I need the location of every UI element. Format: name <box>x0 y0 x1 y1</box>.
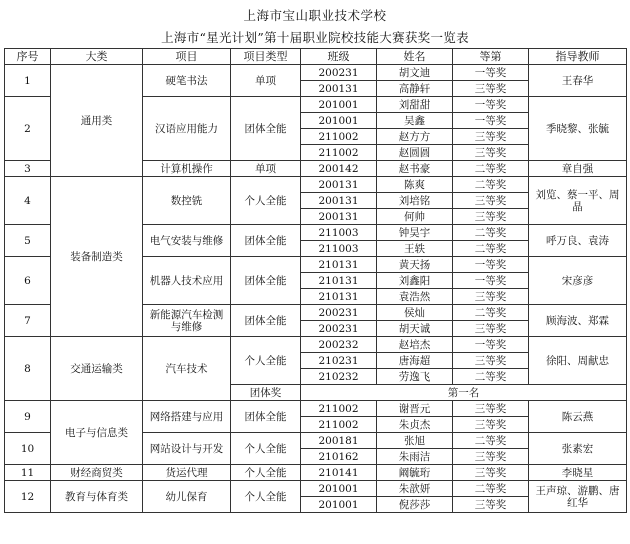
cell-student: 刘甜甜 <box>377 97 453 113</box>
cell-student: 王轶 <box>377 241 453 257</box>
cell-student: 黄天扬 <box>377 257 453 273</box>
cell-student: 刘培铭 <box>377 193 453 209</box>
table-row <box>5 337 627 353</box>
cell-class: 211002 <box>301 401 377 417</box>
cell-teacher: 张素宏 <box>529 433 627 465</box>
cell-class: 201001 <box>301 497 377 513</box>
cell-type: 团体全能 <box>231 257 301 305</box>
cell-student: 劳逸飞 <box>377 369 453 385</box>
cell-type: 团体奖 <box>231 385 301 401</box>
cell-class: 200232 <box>301 337 377 353</box>
cell-award: 三等奖 <box>453 465 529 481</box>
table-title: 上海市“星光计划”第十届职业院校技能大赛获奖一览表 <box>161 30 469 45</box>
cell-class: 200231 <box>301 321 377 337</box>
cell-team-award: 第一名 <box>301 385 627 401</box>
table-row <box>5 481 627 497</box>
cell-award: 二等奖 <box>453 161 529 177</box>
cell-type: 单项 <box>231 161 301 177</box>
cell-award: 三等奖 <box>453 145 529 161</box>
cell-class: 210231 <box>301 353 377 369</box>
cell-award: 三等奖 <box>453 209 529 225</box>
cell-teacher: 王声琼、游鹏、唐红华 <box>529 481 627 513</box>
col-header: 指导教师 <box>529 49 627 65</box>
cell-project: 汉语应用能力 <box>143 97 231 161</box>
cell-index: 9 <box>5 401 51 433</box>
cell-award: 三等奖 <box>453 401 529 417</box>
cell-student: 袁浩然 <box>377 289 453 305</box>
cell-index: 4 <box>5 177 51 225</box>
cell-teacher: 刘览、蔡一平、周晶 <box>529 177 627 225</box>
cell-award: 三等奖 <box>453 81 529 97</box>
cell-class: 211003 <box>301 241 377 257</box>
cell-class: 211002 <box>301 417 377 433</box>
cell-teacher: 徐阳、周献忠 <box>529 337 627 385</box>
cell-student: 陈爽 <box>377 177 453 193</box>
cell-class: 200142 <box>301 161 377 177</box>
cell-student: 刘鑫阳 <box>377 273 453 289</box>
cell-category: 通用类 <box>51 65 143 177</box>
cell-student: 赵培杰 <box>377 337 453 353</box>
col-header: 姓名 <box>377 49 453 65</box>
cell-project: 新能源汽车检测与维修 <box>143 305 231 337</box>
cell-student: 朱贞杰 <box>377 417 453 433</box>
cell-class: 210141 <box>301 465 377 481</box>
cell-award: 三等奖 <box>453 449 529 465</box>
cell-category: 教育与体育类 <box>51 481 143 513</box>
cell-class: 201001 <box>301 97 377 113</box>
cell-category: 装备制造类 <box>51 177 143 337</box>
cell-type: 个人全能 <box>231 433 301 465</box>
cell-award: 三等奖 <box>453 353 529 369</box>
cell-project: 硬笔书法 <box>143 65 231 97</box>
header-row <box>5 49 627 65</box>
cell-award: 一等奖 <box>453 337 529 353</box>
cell-award: 三等奖 <box>453 289 529 305</box>
cell-type: 个人全能 <box>231 337 301 385</box>
cell-class: 200131 <box>301 193 377 209</box>
cell-project: 电气安装与维修 <box>143 225 231 257</box>
cell-class: 210131 <box>301 289 377 305</box>
cell-category: 交通运输类 <box>51 337 143 401</box>
cell-index: 12 <box>5 481 51 513</box>
cell-award: 三等奖 <box>453 321 529 337</box>
cell-class: 211003 <box>301 225 377 241</box>
cell-award: 三等奖 <box>453 417 529 433</box>
cell-award: 二等奖 <box>453 433 529 449</box>
cell-type: 团体全能 <box>231 305 301 337</box>
cell-class: 200131 <box>301 209 377 225</box>
cell-student: 赵圆圆 <box>377 145 453 161</box>
cell-student: 胡文迪 <box>377 65 453 81</box>
cell-project: 网站设计与开发 <box>143 433 231 465</box>
cell-student: 朱歆妍 <box>377 481 453 497</box>
cell-class: 210131 <box>301 257 377 273</box>
cell-project: 汽车技术 <box>143 337 231 401</box>
cell-student: 赵书豪 <box>377 161 453 177</box>
cell-award: 二等奖 <box>453 369 529 385</box>
cell-index: 2 <box>5 97 51 161</box>
cell-award: 一等奖 <box>453 97 529 113</box>
cell-student: 阚毓珩 <box>377 465 453 481</box>
cell-index: 8 <box>5 337 51 401</box>
col-header: 序号 <box>5 49 51 65</box>
cell-type: 个人全能 <box>231 465 301 481</box>
cell-class: 201001 <box>301 481 377 497</box>
table-row <box>5 177 627 193</box>
cell-type: 单项 <box>231 65 301 97</box>
cell-award: 一等奖 <box>453 273 529 289</box>
cell-student: 唐海超 <box>377 353 453 369</box>
cell-category: 财经商贸类 <box>51 465 143 481</box>
cell-award: 二等奖 <box>453 481 529 497</box>
cell-index: 3 <box>5 161 51 177</box>
cell-award: 三等奖 <box>453 193 529 209</box>
cell-project: 网络搭建与应用 <box>143 401 231 433</box>
cell-type: 团体全能 <box>231 401 301 433</box>
cell-class: 210162 <box>301 449 377 465</box>
cell-award: 三等奖 <box>453 497 529 513</box>
cell-student: 高静轩 <box>377 81 453 97</box>
cell-award: 二等奖 <box>453 241 529 257</box>
cell-type: 个人全能 <box>231 177 301 225</box>
cell-student: 吴鑫 <box>377 113 453 129</box>
cell-award: 一等奖 <box>453 257 529 273</box>
awards-table <box>4 48 627 513</box>
col-header: 大类 <box>51 49 143 65</box>
cell-index: 11 <box>5 465 51 481</box>
col-header: 项目类型 <box>231 49 301 65</box>
col-header: 等第 <box>453 49 529 65</box>
cell-student: 何帅 <box>377 209 453 225</box>
cell-award: 二等奖 <box>453 225 529 241</box>
table-row <box>5 65 627 81</box>
cell-project: 机器人技术应用 <box>143 257 231 305</box>
school-title: 上海市宝山职业技术学校 <box>243 8 387 23</box>
cell-class: 200231 <box>301 65 377 81</box>
cell-student: 张旭 <box>377 433 453 449</box>
cell-student: 倪莎莎 <box>377 497 453 513</box>
cell-index: 1 <box>5 65 51 97</box>
col-header: 班级 <box>301 49 377 65</box>
cell-type: 个人全能 <box>231 481 301 513</box>
cell-index: 5 <box>5 225 51 257</box>
cell-class: 210131 <box>301 273 377 289</box>
cell-award: 二等奖 <box>453 177 529 193</box>
col-header: 项目 <box>143 49 231 65</box>
cell-class: 211002 <box>301 145 377 161</box>
cell-student: 胡天诚 <box>377 321 453 337</box>
cell-teacher: 陈云燕 <box>529 401 627 433</box>
cell-type: 团体全能 <box>231 97 301 161</box>
cell-project: 幼儿保育 <box>143 481 231 513</box>
cell-class: 211002 <box>301 129 377 145</box>
cell-project: 计算机操作 <box>143 161 231 177</box>
cell-teacher: 王春华 <box>529 65 627 97</box>
cell-award: 三等奖 <box>453 129 529 145</box>
cell-class: 200231 <box>301 305 377 321</box>
cell-student: 赵方方 <box>377 129 453 145</box>
cell-class: 200131 <box>301 81 377 97</box>
cell-student: 谢晋元 <box>377 401 453 417</box>
cell-student: 朱雨洁 <box>377 449 453 465</box>
cell-award: 二等奖 <box>453 305 529 321</box>
cell-award: 一等奖 <box>453 113 529 129</box>
cell-student: 侯灿 <box>377 305 453 321</box>
cell-teacher: 顾海波、郑霖 <box>529 305 627 337</box>
cell-award: 一等奖 <box>453 65 529 81</box>
cell-class: 201001 <box>301 113 377 129</box>
cell-teacher: 章自强 <box>529 161 627 177</box>
cell-teacher: 呼万良、袁涛 <box>529 225 627 257</box>
cell-index: 6 <box>5 257 51 305</box>
cell-project: 数控铣 <box>143 177 231 225</box>
cell-teacher: 李晓星 <box>529 465 627 481</box>
table-row <box>5 465 627 481</box>
cell-teacher: 宋彦彦 <box>529 257 627 305</box>
cell-class: 200181 <box>301 433 377 449</box>
cell-student: 钟昊宇 <box>377 225 453 241</box>
cell-class: 210232 <box>301 369 377 385</box>
cell-project: 货运代理 <box>143 465 231 481</box>
cell-index: 7 <box>5 305 51 337</box>
cell-class: 200131 <box>301 177 377 193</box>
cell-type: 团体全能 <box>231 225 301 257</box>
cell-category: 电子与信息类 <box>51 401 143 465</box>
cell-teacher: 季晓黎、张毓 <box>529 97 627 161</box>
cell-index: 10 <box>5 433 51 465</box>
table-row <box>5 401 627 417</box>
